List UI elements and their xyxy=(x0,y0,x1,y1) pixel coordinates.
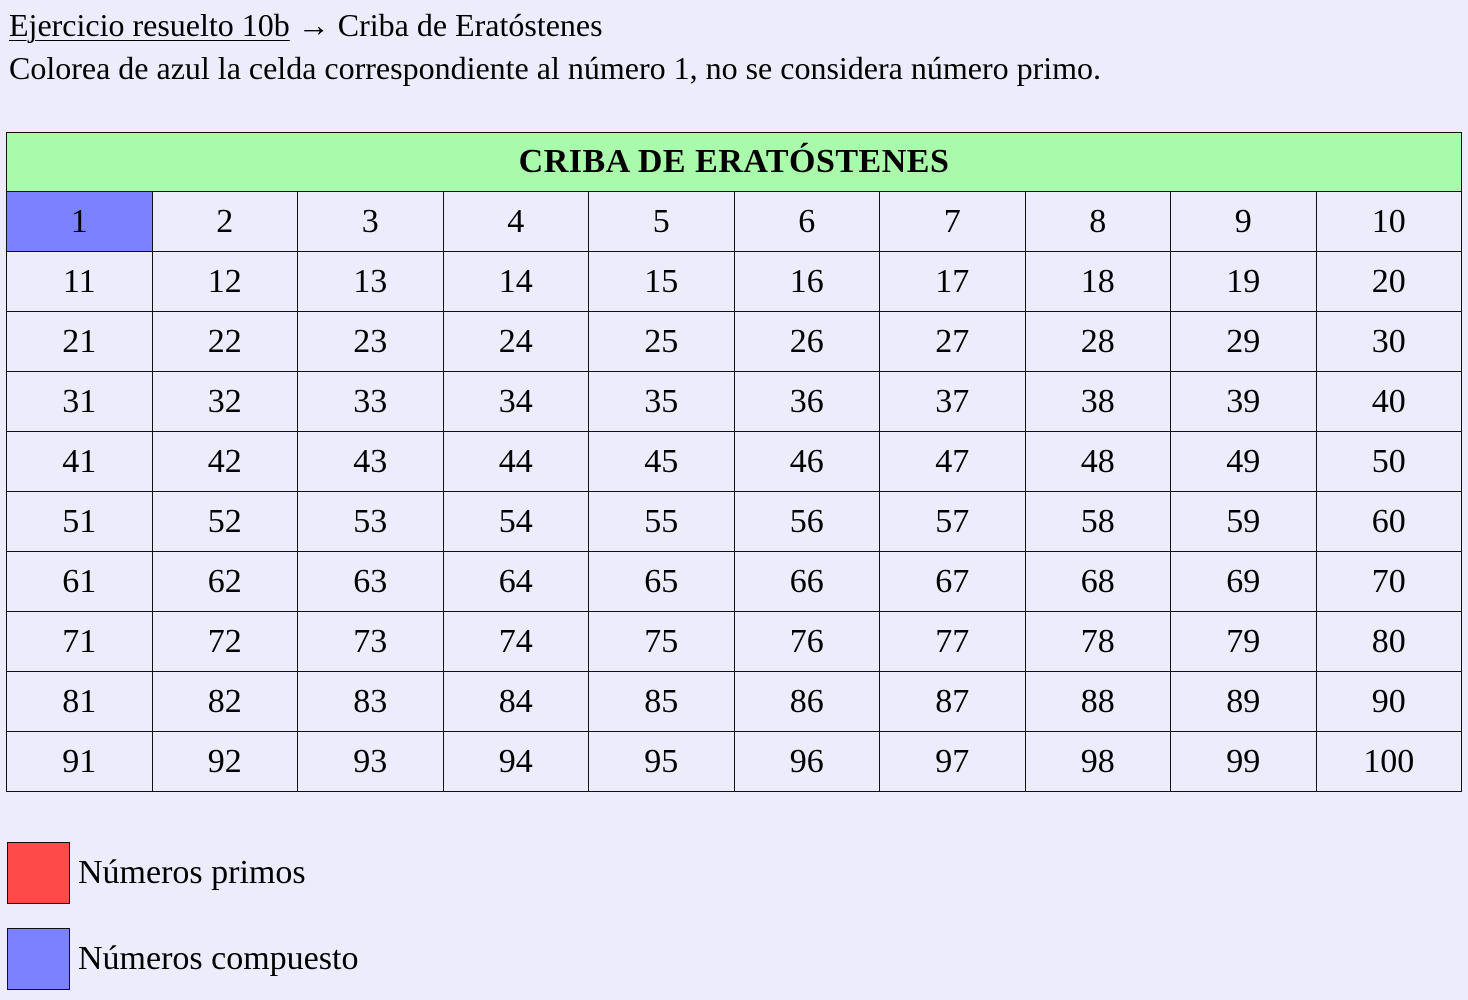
number-cell-9[interactable]: 9 xyxy=(1171,192,1317,252)
number-cell-98[interactable]: 98 xyxy=(1025,732,1171,792)
number-cell-16[interactable]: 16 xyxy=(734,252,880,312)
header xyxy=(9,4,1101,90)
number-cell-82[interactable]: 82 xyxy=(152,672,298,732)
number-cell-67[interactable]: 67 xyxy=(880,552,1026,612)
number-cell-99[interactable]: 99 xyxy=(1171,732,1317,792)
number-cell-11[interactable]: 11 xyxy=(7,252,153,312)
legend-label-primes: Números primos xyxy=(78,854,306,891)
number-cell-34[interactable]: 34 xyxy=(443,372,589,432)
number-cell-70[interactable]: 70 xyxy=(1316,552,1462,612)
number-cell-81[interactable]: 81 xyxy=(7,672,153,732)
number-cell-55[interactable]: 55 xyxy=(589,492,735,552)
sieve-row xyxy=(7,612,1462,672)
number-cell-75[interactable]: 75 xyxy=(589,612,735,672)
number-cell-31[interactable]: 31 xyxy=(7,372,153,432)
number-cell-28[interactable]: 28 xyxy=(1025,312,1171,372)
legend-primes xyxy=(7,842,306,904)
number-cell-72[interactable]: 72 xyxy=(152,612,298,672)
number-cell-1[interactable]: 1 xyxy=(7,192,153,252)
number-cell-96[interactable]: 96 xyxy=(734,732,880,792)
sieve-row xyxy=(7,192,1462,252)
number-cell-35[interactable]: 35 xyxy=(589,372,735,432)
number-cell-27[interactable]: 27 xyxy=(880,312,1026,372)
exercise-link[interactable]: Ejercicio resuelto 10b xyxy=(9,7,290,43)
number-cell-83[interactable]: 83 xyxy=(298,672,444,732)
number-cell-6[interactable]: 6 xyxy=(734,192,880,252)
number-cell-65[interactable]: 65 xyxy=(589,552,735,612)
number-cell-95[interactable]: 95 xyxy=(589,732,735,792)
number-cell-54[interactable]: 54 xyxy=(443,492,589,552)
number-cell-64[interactable]: 64 xyxy=(443,552,589,612)
number-cell-32[interactable]: 32 xyxy=(152,372,298,432)
number-cell-2[interactable]: 2 xyxy=(152,192,298,252)
number-cell-74[interactable]: 74 xyxy=(443,612,589,672)
number-cell-30[interactable]: 30 xyxy=(1316,312,1462,372)
number-cell-22[interactable]: 22 xyxy=(152,312,298,372)
sieve-row xyxy=(7,672,1462,732)
sieve-grid xyxy=(7,192,1462,792)
number-cell-91[interactable]: 91 xyxy=(7,732,153,792)
number-cell-100[interactable]: 100 xyxy=(1316,732,1462,792)
number-cell-51[interactable]: 51 xyxy=(7,492,153,552)
sieve-row xyxy=(7,252,1462,312)
legend-label-composites: Números compuesto xyxy=(78,940,359,977)
number-cell-19[interactable]: 19 xyxy=(1171,252,1317,312)
number-cell-58[interactable]: 58 xyxy=(1025,492,1171,552)
sieve-row xyxy=(7,552,1462,612)
number-cell-79[interactable]: 79 xyxy=(1171,612,1317,672)
number-cell-21[interactable]: 21 xyxy=(7,312,153,372)
number-cell-60[interactable]: 60 xyxy=(1316,492,1462,552)
number-cell-50[interactable]: 50 xyxy=(1316,432,1462,492)
number-cell-12[interactable]: 12 xyxy=(152,252,298,312)
number-cell-46[interactable]: 46 xyxy=(734,432,880,492)
number-cell-44[interactable]: 44 xyxy=(443,432,589,492)
number-cell-45[interactable]: 45 xyxy=(589,432,735,492)
number-cell-90[interactable]: 90 xyxy=(1316,672,1462,732)
number-cell-76[interactable]: 76 xyxy=(734,612,880,672)
number-cell-29[interactable]: 29 xyxy=(1171,312,1317,372)
number-cell-40[interactable]: 40 xyxy=(1316,372,1462,432)
sieve-row xyxy=(7,432,1462,492)
number-cell-56[interactable]: 56 xyxy=(734,492,880,552)
number-cell-85[interactable]: 85 xyxy=(589,672,735,732)
number-cell-59[interactable]: 59 xyxy=(1171,492,1317,552)
sieve-table xyxy=(6,132,1462,792)
number-cell-48[interactable]: 48 xyxy=(1025,432,1171,492)
number-cell-61[interactable]: 61 xyxy=(7,552,153,612)
number-cell-37[interactable]: 37 xyxy=(880,372,1026,432)
number-cell-66[interactable]: 66 xyxy=(734,552,880,612)
number-cell-73[interactable]: 73 xyxy=(298,612,444,672)
number-cell-47[interactable]: 47 xyxy=(880,432,1026,492)
title-line xyxy=(9,4,1101,47)
sieve-title: CRIBA DE ERATÓSTENES xyxy=(7,133,1462,192)
number-cell-52[interactable]: 52 xyxy=(152,492,298,552)
number-cell-78[interactable]: 78 xyxy=(1025,612,1171,672)
number-cell-43[interactable]: 43 xyxy=(298,432,444,492)
number-cell-86[interactable]: 86 xyxy=(734,672,880,732)
number-cell-42[interactable]: 42 xyxy=(152,432,298,492)
number-cell-25[interactable]: 25 xyxy=(589,312,735,372)
number-cell-13[interactable]: 13 xyxy=(298,252,444,312)
number-cell-38[interactable]: 38 xyxy=(1025,372,1171,432)
number-cell-5[interactable]: 5 xyxy=(589,192,735,252)
number-cell-93[interactable]: 93 xyxy=(298,732,444,792)
number-cell-14[interactable]: 14 xyxy=(443,252,589,312)
sieve-row xyxy=(7,372,1462,432)
number-cell-17[interactable]: 17 xyxy=(880,252,1026,312)
number-cell-87[interactable]: 87 xyxy=(880,672,1026,732)
number-cell-57[interactable]: 57 xyxy=(880,492,1026,552)
number-cell-18[interactable]: 18 xyxy=(1025,252,1171,312)
number-cell-4[interactable]: 4 xyxy=(443,192,589,252)
number-cell-84[interactable]: 84 xyxy=(443,672,589,732)
number-cell-20[interactable]: 20 xyxy=(1316,252,1462,312)
number-cell-41[interactable]: 41 xyxy=(7,432,153,492)
number-cell-80[interactable]: 80 xyxy=(1316,612,1462,672)
page-title: → Criba de Eratóstenes xyxy=(289,7,603,43)
number-cell-8[interactable]: 8 xyxy=(1025,192,1171,252)
number-cell-3[interactable]: 3 xyxy=(298,192,444,252)
number-cell-24[interactable]: 24 xyxy=(443,312,589,372)
number-cell-33[interactable]: 33 xyxy=(298,372,444,432)
sieve-row xyxy=(7,312,1462,372)
number-cell-89[interactable]: 89 xyxy=(1171,672,1317,732)
number-cell-62[interactable]: 62 xyxy=(152,552,298,612)
number-cell-36[interactable]: 36 xyxy=(734,372,880,432)
legend-swatch-primes[interactable] xyxy=(7,842,70,904)
number-cell-26[interactable]: 26 xyxy=(734,312,880,372)
number-cell-7[interactable]: 7 xyxy=(880,192,1026,252)
legend-composites xyxy=(7,928,358,990)
number-cell-68[interactable]: 68 xyxy=(1025,552,1171,612)
instruction-text: Colorea de azul la celda correspondiente al número 1, no se considera número primo. xyxy=(9,50,1102,86)
number-cell-39[interactable]: 39 xyxy=(1171,372,1317,432)
number-cell-88[interactable]: 88 xyxy=(1025,672,1171,732)
number-cell-53[interactable]: 53 xyxy=(298,492,444,552)
legend-swatch-composites[interactable] xyxy=(7,928,70,990)
number-cell-10[interactable]: 10 xyxy=(1316,192,1462,252)
sieve-row xyxy=(7,492,1462,552)
number-cell-15[interactable]: 15 xyxy=(589,252,735,312)
sieve-row xyxy=(7,732,1462,792)
number-cell-97[interactable]: 97 xyxy=(880,732,1026,792)
number-cell-69[interactable]: 69 xyxy=(1171,552,1317,612)
number-cell-94[interactable]: 94 xyxy=(443,732,589,792)
number-cell-49[interactable]: 49 xyxy=(1171,432,1317,492)
number-cell-63[interactable]: 63 xyxy=(298,552,444,612)
number-cell-77[interactable]: 77 xyxy=(880,612,1026,672)
number-cell-23[interactable]: 23 xyxy=(298,312,444,372)
number-cell-71[interactable]: 71 xyxy=(7,612,153,672)
number-cell-92[interactable]: 92 xyxy=(152,732,298,792)
